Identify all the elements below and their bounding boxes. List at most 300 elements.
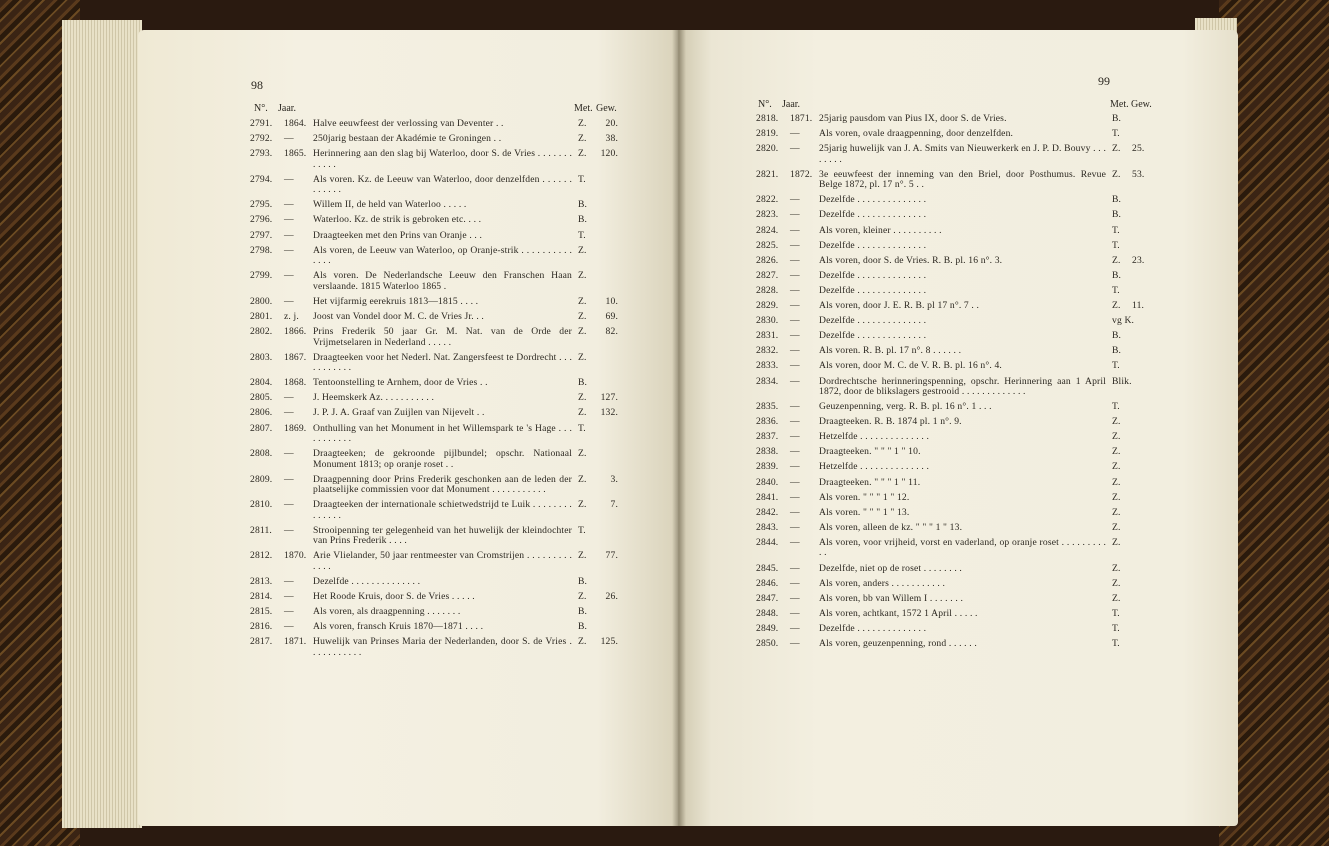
entry-description: Draagteeken. " " " 1 " 11. [819, 476, 921, 488]
entry-metal: Z. [1112, 446, 1121, 458]
entry-description: Draagteeken. " " " 1 " 10. [819, 446, 921, 458]
entry-weight: 26. [605, 591, 618, 603]
catalogue-entry [250, 246, 618, 267]
entry-number: 2850. [756, 638, 779, 649]
catalogue-entry [756, 346, 1152, 357]
entry-year: — [790, 622, 800, 634]
entry-metal: Z. [578, 473, 587, 485]
entry-weight [598, 526, 618, 547]
entry-metal: Z. [1112, 143, 1121, 155]
catalogue-entry [250, 353, 618, 374]
header-year: Jaar. [278, 103, 297, 114]
entry-weight [1132, 129, 1152, 140]
entry-description: Als voren, anders . . . . . . . . . . . [819, 577, 946, 589]
entry-year: — [284, 133, 294, 145]
entry-weight [598, 378, 618, 389]
entry-metal: Z. [578, 295, 587, 307]
entry-year: — [790, 300, 800, 312]
entry-description: Joost van Vondel door M. C. de Vries Jr. . . [313, 310, 484, 322]
entry-description: 250jarig bestaan der Akadémie te Groningen . . [313, 133, 502, 145]
entry-metal: Z. [1112, 521, 1121, 533]
entry-weight [598, 231, 618, 242]
entry-description: Als voren, door J. E. R. B. pl 17 n°. 7 . . [819, 300, 980, 312]
entry-weight [598, 424, 618, 445]
entry-year: — [790, 239, 800, 251]
entry-weight: 3. [610, 473, 618, 485]
entry-metal: Z. [578, 550, 587, 562]
header-gew: Gew. [596, 103, 617, 114]
entry-weight [598, 607, 618, 618]
entry-description: Dezelfde . . . . . . . . . . . . . . [819, 269, 927, 281]
catalogue-entry [756, 114, 1152, 125]
entry-year: — [790, 431, 800, 443]
catalogue-entry [250, 622, 618, 633]
entry-weight: 82. [605, 326, 618, 338]
entry-year: — [790, 592, 800, 604]
entry-metal: Blik. [1112, 375, 1132, 387]
catalogue-entry [250, 312, 618, 323]
entry-year: — [790, 284, 800, 296]
entry-metal: T. [1112, 607, 1120, 619]
entry-metal: Z. [578, 133, 587, 145]
entry-weight: 23. [1132, 254, 1145, 266]
book-gutter [672, 30, 686, 826]
entry-number: 2819. [756, 128, 779, 140]
catalogue-entry [756, 377, 1152, 398]
entry-weight [1132, 493, 1152, 504]
entry-year: — [790, 607, 800, 619]
entry-weight: 120. [600, 148, 618, 160]
entry-number: 2800. [250, 295, 273, 307]
entry-number: 2847. [756, 592, 779, 604]
entry-description: Dezelfde . . . . . . . . . . . . . . [819, 194, 927, 206]
catalogue-entry [756, 508, 1152, 519]
catalogue-entry [756, 523, 1152, 534]
catalogue-entry [756, 462, 1152, 473]
entry-weight [1132, 609, 1152, 620]
entry-weight: 10. [605, 295, 618, 307]
entry-weight [1132, 508, 1152, 519]
entry-year: — [790, 536, 800, 548]
catalogue-entry [250, 424, 618, 445]
entry-metal: Z. [578, 310, 587, 322]
entry-description: Draagteeken. R. B. 1874 pl. 1 n°. 9. [819, 416, 962, 428]
entry-number: 2825. [756, 239, 779, 251]
entry-year: — [790, 269, 800, 281]
entry-year: — [790, 446, 800, 458]
entry-year: — [790, 194, 800, 206]
catalogue-list [756, 114, 1152, 654]
entry-weight [1132, 331, 1152, 342]
entry-number: 2830. [756, 315, 779, 327]
entry-metal: Z. [578, 270, 587, 282]
entry-year: — [284, 392, 294, 404]
entry-description: Als voren, de Leeuw van Waterloo, op Oranje-strik . . . . . . . . . . . . . . [313, 244, 572, 267]
catalogue-entry [250, 551, 618, 572]
entry-number: 2849. [756, 622, 779, 634]
catalogue-entry [756, 639, 1152, 650]
entry-metal: Z. [578, 118, 587, 129]
entry-weight [1132, 639, 1152, 650]
entry-weight [598, 449, 618, 470]
entry-number: 2823. [756, 209, 779, 221]
entry-description: Dezelfde . . . . . . . . . . . . . . [819, 622, 927, 634]
entry-metal: B. [578, 606, 588, 618]
entry-number: 2794. [250, 173, 273, 185]
entry-weight [1132, 114, 1152, 125]
catalogue-entry [756, 478, 1152, 489]
entry-year: — [284, 499, 294, 511]
entry-year: — [284, 295, 294, 307]
entry-metal: B. [578, 214, 588, 226]
entry-number: 2833. [756, 360, 779, 372]
catalogue-list [250, 119, 618, 663]
entry-metal: T. [1112, 239, 1120, 251]
entry-number: 2810. [250, 499, 273, 511]
entry-description: J. Heemskerk Az. . . . . . . . . . . [313, 392, 435, 404]
entry-description: Draagteeken met den Prins van Oranje . . . [313, 229, 483, 241]
entry-weight: 11. [1132, 300, 1145, 312]
catalogue-entry [250, 297, 618, 308]
page-edges-left [62, 20, 142, 828]
entry-description: Als voren, bb van Willem I . . . . . . . [819, 592, 963, 604]
entry-year: 1868. [284, 377, 307, 389]
entry-weight: 25. [1132, 143, 1145, 155]
entry-number: 2843. [756, 521, 779, 533]
entry-number: 2802. [250, 326, 273, 338]
entry-description: Hetzelfde . . . . . . . . . . . . . . [819, 431, 929, 443]
left-page [138, 30, 678, 826]
entry-year: — [790, 638, 800, 649]
entry-year: — [284, 270, 294, 282]
entry-weight [598, 353, 618, 374]
catalogue-entry [250, 526, 618, 547]
entry-metal: T. [1112, 128, 1120, 140]
catalogue-entry [756, 226, 1152, 237]
entry-weight [1132, 478, 1152, 489]
page-number: 98 [251, 78, 263, 92]
header-no: N°. [254, 103, 268, 114]
entry-number: 2842. [756, 506, 779, 518]
entry-weight [598, 622, 618, 633]
header-met: Met. [574, 103, 593, 114]
entry-metal: Z. [1112, 431, 1121, 443]
catalogue-entry [756, 210, 1152, 221]
catalogue-entry [250, 592, 618, 603]
entry-description: Als voren. " " " 1 " 12. [819, 491, 910, 503]
entry-number: 2805. [250, 392, 273, 404]
entry-metal: Z. [1112, 562, 1121, 574]
entry-weight [1132, 377, 1152, 398]
entry-metal: Z. [1112, 300, 1121, 312]
entry-metal: T. [578, 422, 586, 434]
entry-year: — [790, 330, 800, 342]
entry-year: 1866. [284, 326, 307, 338]
entry-year: — [790, 254, 800, 266]
entry-number: 2813. [250, 576, 273, 588]
entry-number: 2795. [250, 199, 273, 211]
entry-year: — [790, 491, 800, 503]
entry-description: Als voren, kleiner . . . . . . . . . . [819, 224, 942, 236]
entry-metal: B. [578, 377, 588, 389]
entry-number: 2806. [250, 407, 273, 419]
entry-year: — [284, 606, 294, 618]
entry-number: 2826. [756, 254, 779, 266]
entry-description: Als voren, door M. C. de V. R. B. pl. 16 n°. 4. [819, 360, 1002, 372]
catalogue-entry [250, 408, 618, 419]
entry-description: Het Roode Kruis, door S. de Vries . . . . . [313, 591, 475, 603]
entry-weight [1132, 361, 1152, 372]
catalogue-entry [756, 361, 1152, 372]
catalogue-entry [250, 175, 618, 196]
entry-number: 2803. [250, 351, 273, 363]
entry-metal: B. [578, 199, 588, 211]
entry-weight: 7. [610, 499, 618, 511]
catalogue-entry [756, 286, 1152, 297]
catalogue-entry [250, 119, 618, 130]
catalogue-entry [756, 402, 1152, 413]
entry-metal: B. [1112, 345, 1122, 357]
catalogue-entry [250, 327, 618, 348]
entry-description: Dezelfde . . . . . . . . . . . . . . [819, 315, 927, 327]
entry-metal: Z. [578, 148, 587, 160]
entry-number: 2817. [250, 636, 273, 648]
entry-description: Hetzelfde . . . . . . . . . . . . . . [819, 461, 929, 473]
entry-description: Herinnering aan den slag bij Waterloo, door S. de Vries . . . . . . . . . . . . [313, 148, 572, 170]
entry-year: 1865. [284, 148, 307, 160]
entry-description: Onthulling van het Monument in het Willemspark te 's Hage . . . . . . . . . . . [313, 422, 572, 444]
header-met: Met. [1110, 99, 1129, 110]
entry-weight [598, 215, 618, 226]
entry-number: 2807. [250, 422, 273, 434]
entry-description: Draagpenning door Prins Frederik geschonken aan de leden der plaatselijke commissien voor dat Monument . . . . . . . . . . . [313, 473, 572, 496]
entry-weight: 69. [605, 310, 618, 322]
entry-weight: 127. [600, 392, 618, 404]
entry-description: Als voren, fransch Kruis 1870—1871 . . . . [313, 621, 484, 633]
entry-weight: 125. [600, 636, 618, 648]
header-gew: Gew. [1131, 99, 1152, 110]
entry-number: 2828. [756, 284, 779, 296]
catalogue-entry [756, 331, 1152, 342]
entry-weight [1132, 579, 1152, 590]
entry-year: — [284, 576, 294, 588]
catalogue-entry [756, 170, 1152, 191]
entry-description: Als voren. De Nederlandsche Leeuw den Franschen Haan verslaande. 1815 Waterloo 1865 . [313, 270, 572, 292]
entry-year: — [790, 506, 800, 518]
entry-description: Dezelfde . . . . . . . . . . . . . . [819, 209, 927, 221]
catalogue-entry [250, 200, 618, 211]
entry-metal: Z. [1112, 577, 1121, 589]
entry-year: z. j. [284, 310, 299, 322]
catalogue-entry [250, 378, 618, 389]
catalogue-entry [756, 594, 1152, 605]
entry-description: Als voren, alleen de kz. " " " 1 " 13. [819, 521, 963, 533]
entry-number: 2815. [250, 606, 273, 618]
entry-number: 2846. [756, 577, 779, 589]
catalogue-entry [250, 215, 618, 226]
entry-metal: B. [1112, 330, 1122, 342]
catalogue-entry [250, 231, 618, 242]
entry-weight [598, 200, 618, 211]
entry-year: — [284, 407, 294, 419]
entry-description: 25jarig pausdom van Pius IX, door S. de Vries. [819, 113, 1007, 124]
entry-metal: B. [1112, 269, 1122, 281]
entry-metal: T. [578, 524, 586, 536]
entry-number: 2814. [250, 591, 273, 603]
entry-weight [1132, 210, 1152, 221]
entry-number: 2837. [756, 431, 779, 443]
entry-metal: Z. [1112, 491, 1121, 503]
catalogue-entry [756, 144, 1152, 165]
catalogue-entry [250, 607, 618, 618]
entry-weight [1132, 624, 1152, 635]
entry-metal: B. [1112, 194, 1122, 206]
catalogue-entry [756, 316, 1152, 327]
entry-metal: Z. [1112, 506, 1121, 518]
entry-year: — [790, 476, 800, 488]
right-page [678, 30, 1238, 826]
entry-year: 1872. [790, 168, 813, 180]
entry-description: Geuzenpenning, verg. R. B. pl. 16 n°. 1 . . . [819, 401, 992, 413]
entry-weight [1132, 432, 1152, 443]
entry-weight: 132. [600, 407, 618, 419]
entry-number: 2799. [250, 270, 273, 282]
entry-weight: 38. [605, 133, 618, 145]
entry-metal: Z. [578, 351, 587, 363]
entry-metal: T. [1112, 284, 1120, 296]
entry-year: 1871. [284, 636, 307, 648]
catalogue-entry [756, 129, 1152, 140]
entry-description: Draagteeken voor het Nederl. Nat. Zangersfeest te Dordrecht . . . . . . . . . . . [313, 351, 572, 374]
entry-metal: B. [1112, 113, 1122, 124]
catalogue-entry [250, 271, 618, 292]
entry-year: — [790, 461, 800, 473]
entry-metal: Z. [1112, 254, 1121, 266]
entry-year: — [790, 521, 800, 533]
entry-number: 2835. [756, 401, 779, 413]
entry-weight [1132, 538, 1152, 559]
entry-year: — [284, 173, 294, 185]
entry-year: — [284, 591, 294, 603]
entry-metal: T. [1112, 401, 1120, 413]
entry-metal: Z. [1112, 592, 1121, 604]
entry-description: Dezelfde, niet op de roset . . . . . . . . [819, 562, 962, 574]
header-no: N°. [758, 99, 772, 110]
entry-year: — [790, 577, 800, 589]
entry-description: Draagteeken; de gekroonde pijlbundel; opschr. Nationaal Monument 1813; op oranje roset . . [313, 448, 572, 470]
entry-number: 2801. [250, 310, 273, 322]
entry-weight [598, 246, 618, 267]
entry-weight [1132, 271, 1152, 282]
catalogue-entry [756, 301, 1152, 312]
entry-metal: T. [578, 173, 586, 185]
catalogue-entry [756, 564, 1152, 575]
catalogue-entry [250, 500, 618, 521]
entry-number: 2816. [250, 621, 273, 633]
entry-weight [1132, 402, 1152, 413]
entry-weight [1132, 594, 1152, 605]
entry-year: — [790, 401, 800, 413]
catalogue-entry [250, 393, 618, 404]
entry-number: 2824. [756, 224, 779, 236]
entry-number: 2827. [756, 269, 779, 281]
entry-weight [1132, 286, 1152, 297]
entry-number: 2839. [756, 461, 779, 473]
entry-weight [1132, 241, 1152, 252]
entry-weight [1132, 447, 1152, 458]
entry-year: — [790, 224, 800, 236]
entry-metal: Z. [578, 499, 587, 511]
catalogue-entry [756, 432, 1152, 443]
catalogue-entry [756, 417, 1152, 428]
entry-number: 2841. [756, 491, 779, 503]
entry-number: 2792. [250, 133, 273, 145]
entry-number: 2804. [250, 377, 273, 389]
entry-description: Als voren. R. B. pl. 17 n°. 8 . . . . . . [819, 345, 962, 357]
entry-weight [598, 175, 618, 196]
entry-metal: Z. [1112, 536, 1121, 548]
entry-description: Draagteeken der internationale schietwedstrijd te Luik . . . . . . . . . . . . . . [313, 499, 572, 521]
entry-number: 2836. [756, 416, 779, 428]
catalogue-entry [756, 493, 1152, 504]
catalogue-entry [756, 609, 1152, 620]
catalogue-entry [250, 149, 618, 170]
catalogue-entry [250, 134, 618, 145]
entry-weight [1132, 346, 1152, 357]
entry-year: — [284, 214, 294, 226]
entry-metal: vg K. [1112, 315, 1135, 327]
entry-year: — [790, 315, 800, 327]
entry-weight [598, 271, 618, 292]
entry-description: Dezelfde . . . . . . . . . . . . . . [819, 284, 927, 296]
entry-number: 2838. [756, 446, 779, 458]
entry-weight [598, 577, 618, 588]
entry-description: Als voren. " " " 1 " 13. [819, 506, 910, 518]
entry-description: 25jarig huwelijk van J. A. Smits van Nieuwerkerk en J. P. D. Bouvy . . . . . . . . [819, 143, 1106, 165]
entry-metal: Z. [578, 392, 587, 404]
entry-metal: B. [578, 621, 588, 633]
entry-year: — [790, 128, 800, 140]
catalogue-entry [756, 579, 1152, 590]
entry-description: Als voren, voor vrijheid, vorst en vaderland, op oranje roset . . . . . . . . . . . [819, 536, 1106, 559]
entry-year: — [790, 345, 800, 357]
entry-description: Prins Frederik 50 jaar Gr. M. Nat. van de Orde der Vrijmetselaren in Nederland . . . . . [313, 326, 572, 348]
entry-number: 2808. [250, 448, 273, 460]
entry-number: 2822. [756, 194, 779, 206]
catalogue-entry [250, 637, 618, 658]
entry-weight [1132, 226, 1152, 237]
entry-description: Dezelfde . . . . . . . . . . . . . . [313, 576, 421, 588]
entry-number: 2821. [756, 168, 779, 180]
entry-year: — [284, 244, 294, 256]
entry-number: 2848. [756, 607, 779, 619]
entry-description: Willem II, de held van Waterloo . . . . . [313, 199, 467, 211]
entry-weight [1132, 564, 1152, 575]
entry-metal: T. [1112, 224, 1120, 236]
entry-description: Waterloo. Kz. de strik is gebroken etc. . . . [313, 214, 482, 226]
entry-weight: 77. [605, 550, 618, 562]
entry-year: — [790, 143, 800, 155]
catalogue-entry [250, 475, 618, 496]
entry-year: 1871. [790, 113, 813, 124]
entry-number: 2832. [756, 345, 779, 357]
entry-number: 2834. [756, 375, 779, 387]
entry-year: 1869. [284, 422, 307, 434]
catalogue-entry [756, 241, 1152, 252]
catalogue-entry [250, 577, 618, 588]
entry-weight [1132, 462, 1152, 473]
entry-year: — [790, 562, 800, 574]
